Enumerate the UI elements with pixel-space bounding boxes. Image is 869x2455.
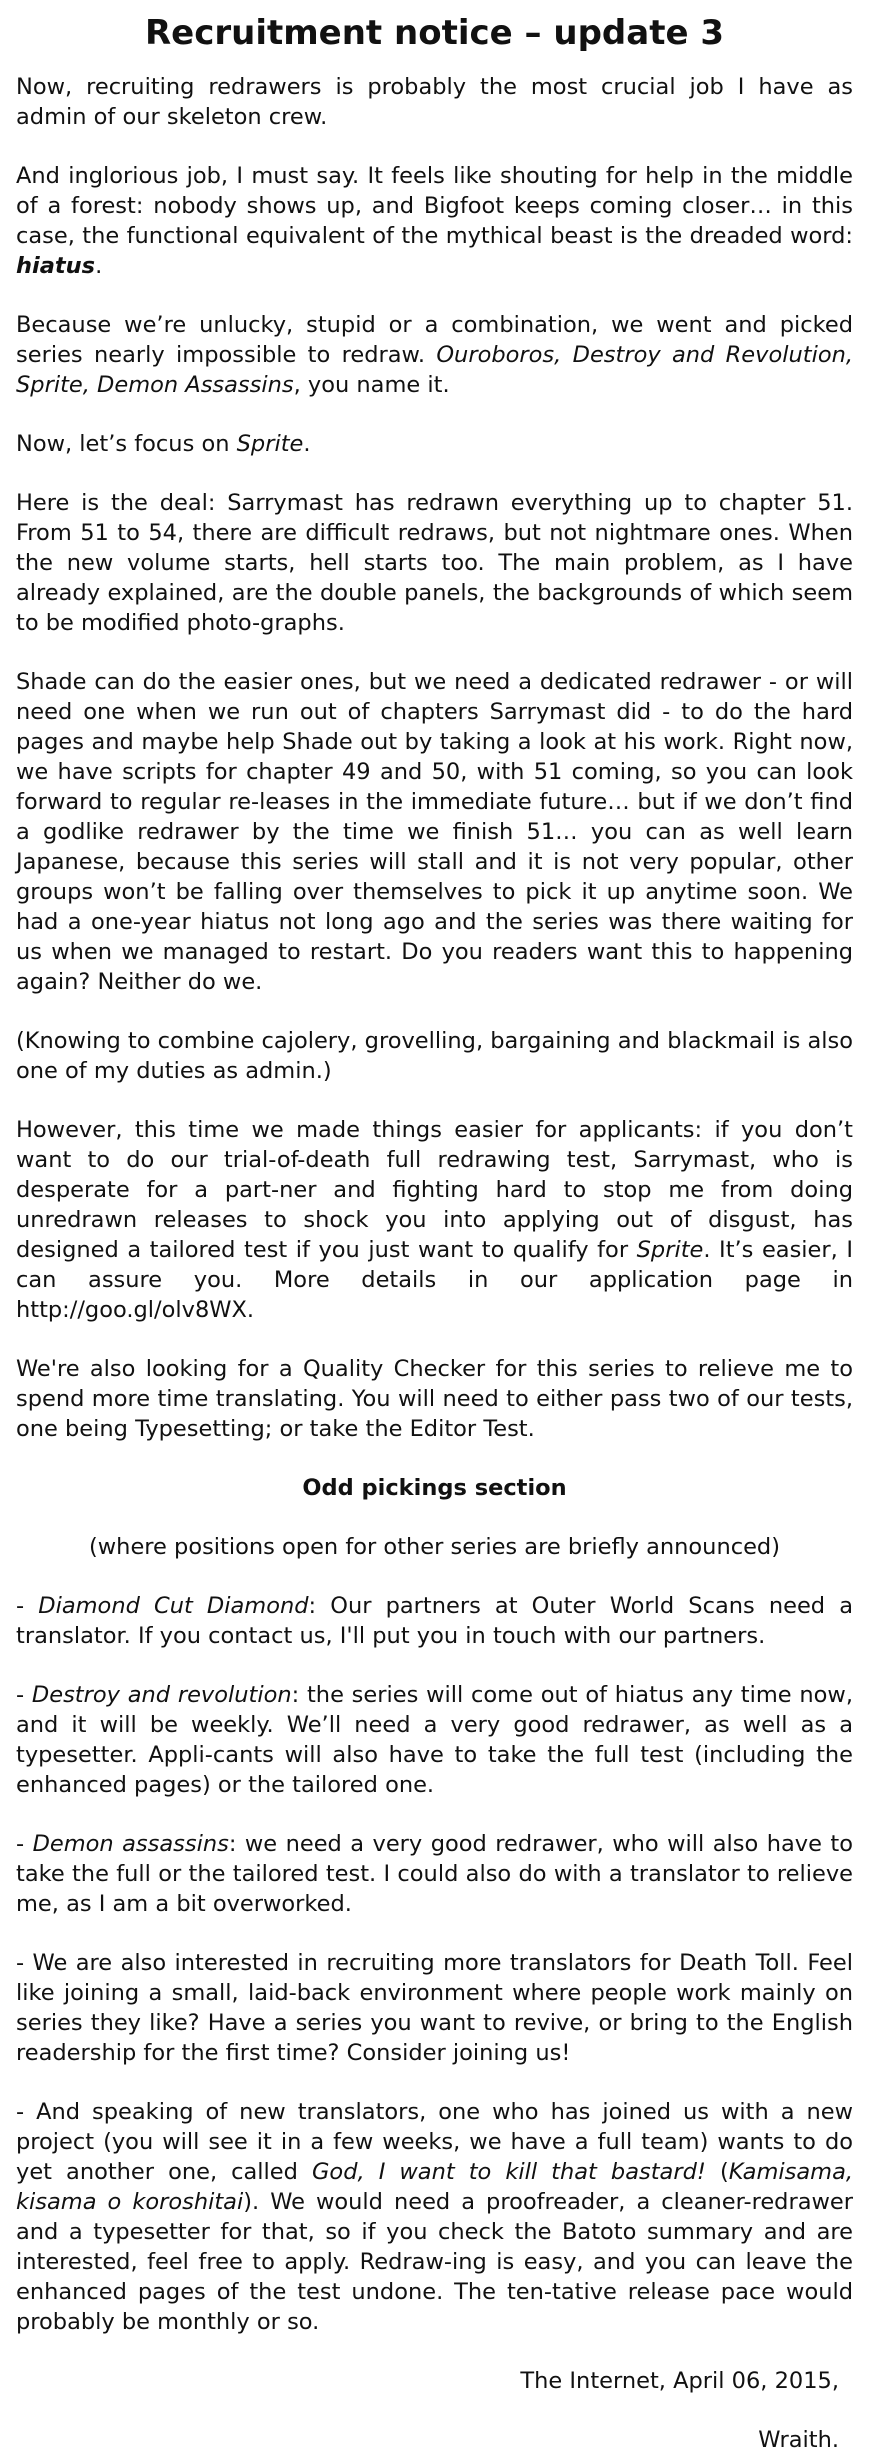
- series-name: Diamond Cut Diamond: [38, 1593, 309, 1619]
- paragraph-text: We're also looking for a Quality Checker for this series to relieve me to spend more time translating. You will need to either pass two of our tests, one being Typesetting; or take the Editor Test.: [16, 1356, 853, 1442]
- paragraph-text: Wraith.: [758, 2427, 839, 2453]
- series-name: Demon assassins: [32, 1831, 229, 1857]
- paragraph-text: Here is the deal: Sarrymast has redrawn everything up to chapter 51. From 51 to 54, there are difficult redraws, but not nightmare ones. When the new volume starts, hell starts too. The main problem, as I have already explained, are the double panels, the backgrounds of which seem to be modified photo-graphs.: [16, 490, 853, 636]
- paragraph-inglorious: [16, 161, 853, 281]
- item-demon-assassins: [16, 1829, 853, 1919]
- paragraph-text: : we need a very good redrawer, who will also have to take the full or the tailored test. I could also do with a translator to relieve me, as I am a bit overworked.: [16, 1831, 853, 1917]
- series-name: God, I want to kill that bastard!: [312, 2159, 706, 2185]
- section-heading-odd-pickings: Odd pickings section: [302, 1475, 567, 1501]
- item-prefix: -: [16, 1682, 32, 1708]
- paragraph-unlucky: [16, 310, 853, 400]
- section-subheading: [16, 1532, 853, 1562]
- item-prefix: -: [16, 1831, 33, 1857]
- paragraph-text: However, this time we made things easier for applicants: if you don’t want to do our trial-of-death full redrawing test, Sarrymast, who is desperate for a part-ner and fighting hard to stop me from doing unredrawn releases to shock you into applying out of disgust, has designed a tailored test if you just want to qualify for: [16, 1117, 853, 1263]
- item-destroy-and-revolution: [16, 1680, 853, 1800]
- series-name-sprite: Sprite: [236, 431, 304, 457]
- paragraph-text: The Internet, April 06, 2015,: [520, 2368, 839, 2394]
- paragraph-applicants: [16, 1115, 853, 1325]
- paragraph-text: .: [95, 253, 103, 279]
- paragraph-text: (where positions open for other series are briefly announced): [89, 1534, 780, 1560]
- series-list: Ouroboros, Destroy and Revolution, Sprite, Demon Assassins: [16, 342, 853, 398]
- paragraph-text: Now, recruiting redrawers is probably the most crucial job I have as admin of our skeleton crew.: [16, 74, 853, 130]
- paragraph-quality-checker: [16, 1354, 853, 1444]
- signoff-name: [16, 2425, 853, 2455]
- page-title: Recruitment notice – update 3: [144, 13, 725, 53]
- series-name-japanese: Kamisama, kisama o koroshitai: [16, 2159, 854, 2215]
- paragraph-shade: [16, 667, 853, 997]
- paragraph-text: .: [303, 431, 311, 457]
- item-diamond-cut-diamond: [16, 1591, 853, 1651]
- paragraph-text: : Our partners at Outer World Scans need a translator. If you contact us, I'll put you in touch with our partners.: [16, 1593, 854, 1649]
- series-name: Destroy and revolution: [31, 1682, 292, 1708]
- paragraph-text: . It’s easier, I can assure you. More details in our application page in http://goo.gl/olv8WX.: [16, 1237, 853, 1323]
- paragraph-text: And inglorious job, I must say. It feels like shouting for help in the middle of a forest: nobody shows up, and Bigfoot keeps coming closer… in this case, the functional equivalent of the mythical beast is the dreaded word:: [16, 163, 853, 249]
- paragraph-text: , you name it.: [293, 372, 450, 398]
- paragraph-intro: [16, 72, 853, 132]
- paragraph-text: (: [705, 2159, 729, 2185]
- paragraph-cajolery: [16, 1026, 853, 1086]
- paragraph-text: : the series will come out of hiatus any time now, and it will be weekly. We’ll need a very good redrawer, as well as a typesetter. Appli-cants will also have to take the full test (including the enhanced pages) or the tailored one.: [16, 1682, 853, 1798]
- paragraph-text: Shade can do the easier ones, but we need a dedicated redrawer - or will need one when we run out of chapters Sarrymast did - to do the hard pages and maybe help Shade out by taking a look at his work. Right now, we have scripts for chapter 49 and 50, with 51 coming, so you can look forward to regular re-leases in the immediate future… but if we don’t find a godlike redrawer by the time we finish 51… you can as well learn Japanese, because this series will stall and it is not very popular, other groups won’t be falling over themselves to pick it up anytime soon. We had a one-year hiatus not long ago and the series was there waiting for us when we managed to restart. Do you readers want this to happening again? Neither do we.: [16, 669, 853, 995]
- paragraph-text: (Knowing to combine cajolery, grovelling, bargaining and blackmail is also one of my duties as admin.): [16, 1028, 853, 1084]
- series-name-sprite: Sprite: [636, 1237, 704, 1263]
- paragraph-text: - And speaking of new translators, one who has joined us with a new project (you will see it in a few weeks, we have a full team) wants to do yet another one, called: [16, 2099, 853, 2185]
- paragraph-focus-sprite: [16, 429, 853, 459]
- paragraph-text: ). We would need a proofreader, a cleaner-redrawer and a typesetter for that, so if you check the Batoto summary and are interested, feel free to apply. Redraw-ing is easy, and you can leave the enhanced pages of the test undone. The ten-tative release pace would probably be monthly or so.: [16, 2189, 853, 2335]
- paragraph-text: Now, let’s focus on: [16, 431, 237, 457]
- item-new-translators: [16, 2097, 853, 2337]
- paragraph-text: Because we’re unlucky, stupid or a combination, we went and picked series nearly impossible to redraw.: [16, 312, 853, 368]
- paragraph-deal: [16, 488, 853, 638]
- emphasis-hiatus: hiatus: [16, 253, 96, 279]
- item-death-toll: [16, 1948, 853, 2068]
- paragraph-text: - We are also interested in recruiting more translators for Death Toll. Feel like joining a small, laid-back environment where people work mainly on series they like? Have a series you want to revive, or bring to the English readership for the first time? Consider joining us!: [16, 1950, 853, 2066]
- signoff-place-date: [16, 2366, 853, 2396]
- item-prefix: -: [16, 1593, 39, 1619]
